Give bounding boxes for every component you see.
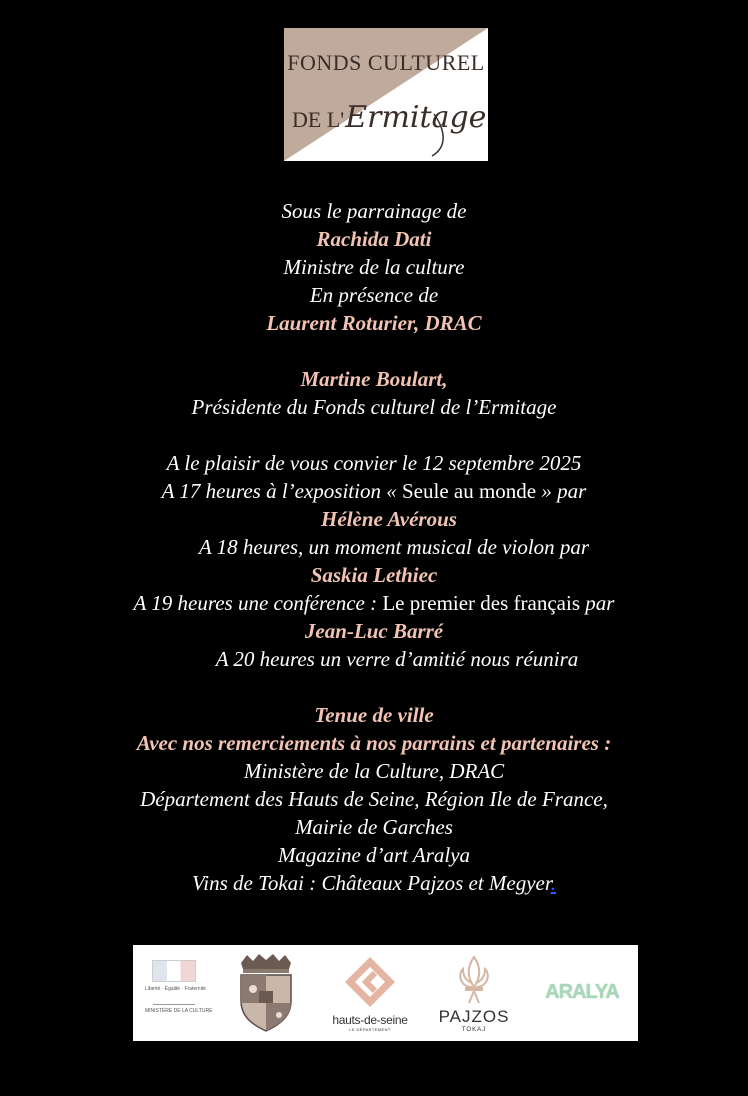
partner-line-1: Ministère de la Culture, DRAC: [243, 759, 505, 783]
sponsor-role: Ministre de la culture: [283, 255, 465, 279]
partner-line-4: Magazine d’art Aralya: [277, 843, 471, 867]
republique-flag-icon: [152, 960, 196, 982]
pajzos-logo: [433, 953, 515, 1035]
spacer: [0, 337, 748, 365]
conference-before: A 19 heures une conférence :: [133, 591, 383, 615]
logo-line-1: FONDS CULTUREL: [287, 50, 485, 75]
music-line: A 18 heures, un moment musical de violon par: [198, 535, 590, 559]
speaker-name: Jean-Luc Barré: [304, 619, 444, 643]
logo-line-2: [292, 100, 486, 135]
musician-name: Saskia Lethiec: [310, 563, 438, 587]
invite-line: A le plaisir de vous convier le 12 septembre 2025: [166, 451, 582, 475]
invitation-text: [0, 197, 748, 897]
partner-logos-strip: [133, 945, 638, 1041]
expo-after: » par: [541, 479, 587, 503]
expo-before: A 17 heures à l’exposition «: [161, 479, 397, 503]
pajzos-sub: TOKAJ: [461, 1027, 487, 1033]
fonds-culturel-logo: [284, 28, 488, 161]
partner-line-2: Département des Hauts de Seine, Région Ile de France,: [140, 787, 608, 811]
sponsor-intro: Sous le parrainage de: [281, 199, 467, 223]
logo-background: [284, 28, 488, 161]
ministry-name: MINISTÈRE DE LA CULTURE: [145, 1008, 213, 1014]
ministry-culture-logo: [145, 954, 213, 1030]
conference-after: par: [580, 591, 615, 615]
hauts-de-seine-logo: [329, 953, 411, 1035]
ministry-motto: Liberté · Égalité · Fraternité: [145, 986, 206, 992]
partner-line-5: [0, 869, 748, 897]
host-role: Présidente du Fonds culturel de l’Ermitage: [191, 395, 557, 419]
garches-crest-icon: [233, 953, 299, 1033]
partner-link[interactable]: .: [550, 871, 556, 895]
conference-line: [0, 589, 748, 617]
expo-title: Seule au monde: [396, 479, 542, 503]
fleur-de-lis-icon: [433, 953, 515, 1007]
conference-title: Le premier des français: [382, 591, 581, 615]
spacer: [0, 421, 748, 449]
drinks-line: A 20 heures un verre d’amitié nous réunira: [215, 647, 579, 671]
pajzos-name: PAJZOS: [438, 1007, 510, 1026]
presence-intro: En présence de: [309, 283, 439, 307]
last-partner: Vins de Tokai : Châteaux Pajzos et Megyer: [192, 871, 551, 895]
presence-name: Laurent Roturier, DRAC: [266, 311, 482, 335]
ministry-divider: [153, 1004, 195, 1005]
hds-sub: LE DÉPARTEMENT: [349, 1027, 391, 1032]
hds-name: hauts-de-seine: [332, 1013, 408, 1027]
sponsor-name: Rachida Dati: [316, 227, 432, 251]
dress-code: Tenue de ville: [314, 703, 434, 727]
host-name: Martine Boulart,: [300, 367, 448, 391]
hauts-de-seine-icon: [329, 953, 411, 1013]
logo-prefix: DE L': [292, 107, 345, 132]
logo-script-word: Ermitage: [345, 100, 487, 135]
partner-line-3: Mairie de Garches: [295, 815, 453, 839]
garches-crest-logo: [233, 953, 299, 1033]
thanks-heading: Avec nos remerciements à nos parrains et partenaires :: [136, 731, 612, 755]
spacer: [0, 673, 748, 701]
expo-line: [0, 477, 748, 505]
artist-name: Hélène Avérous: [321, 507, 457, 531]
aralya-logo: ARALYA: [545, 981, 619, 1003]
